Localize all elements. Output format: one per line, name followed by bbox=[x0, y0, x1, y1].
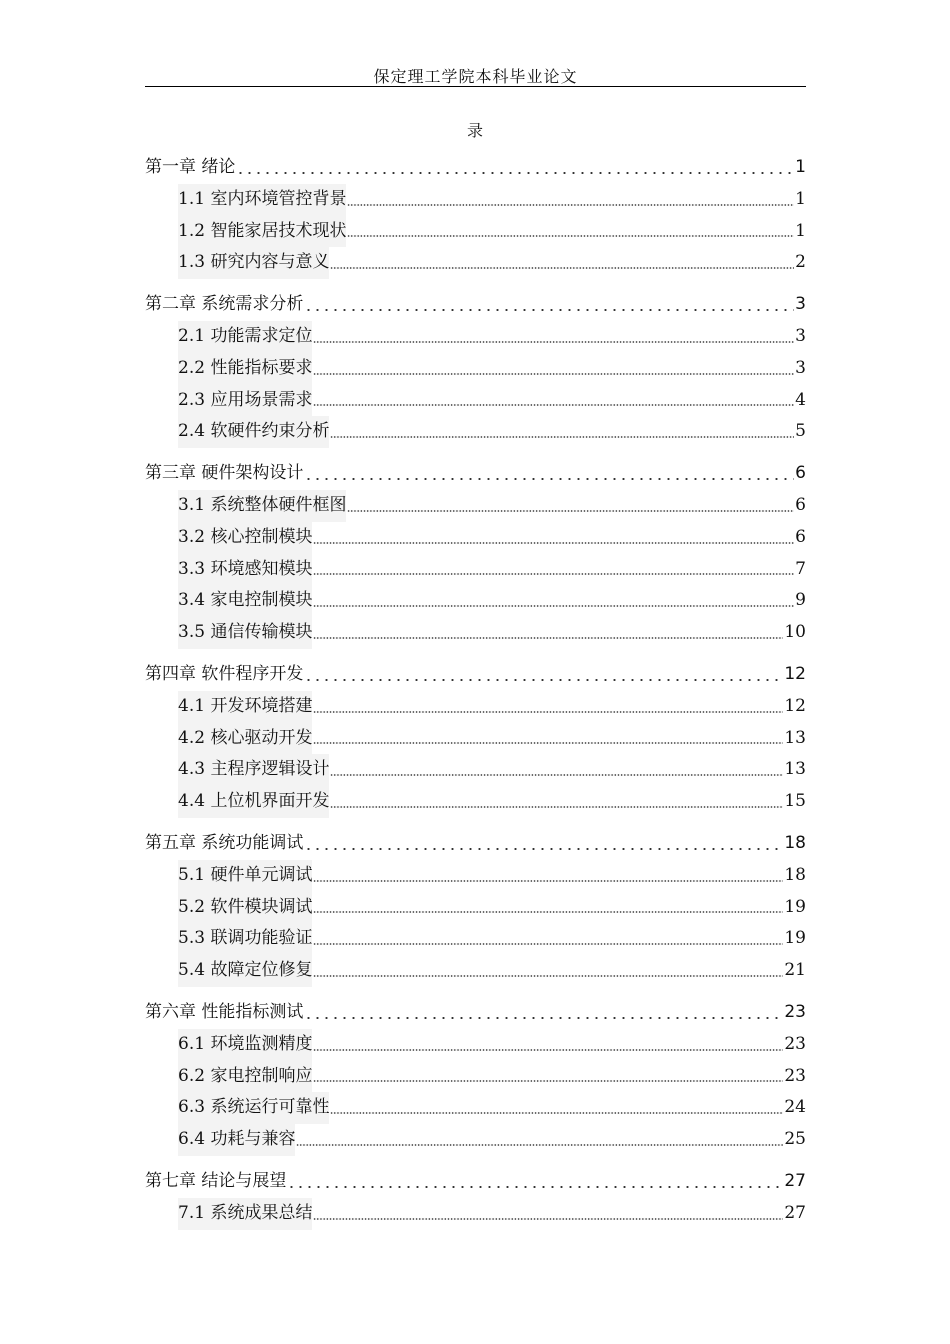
dot-leader bbox=[313, 605, 794, 607]
page-number: 25 bbox=[784, 1129, 806, 1150]
dot-leader bbox=[287, 1186, 783, 1188]
dot-leader bbox=[313, 742, 783, 744]
toc-chapter-entry[interactable] bbox=[145, 659, 806, 691]
section-title: 5.4 故障定位修复 bbox=[178, 955, 312, 987]
page-number: 13 bbox=[784, 759, 806, 780]
section-title: 3.4 家电控制模块 bbox=[178, 585, 312, 617]
dot-leader bbox=[330, 267, 794, 269]
dot-leader bbox=[313, 1049, 783, 1051]
dot-leader bbox=[313, 711, 783, 713]
page-number: 1 bbox=[795, 157, 806, 177]
chapter-title: 第三章 硬件架构设计 bbox=[145, 463, 304, 484]
toc-chapter-entry[interactable] bbox=[145, 289, 806, 321]
page-number: 3 bbox=[795, 357, 806, 378]
page-number: 27 bbox=[784, 1170, 806, 1191]
section-title: 3.2 核心控制模块 bbox=[178, 522, 312, 554]
dot-leader bbox=[330, 436, 794, 438]
toc-section-entry[interactable] bbox=[145, 1092, 806, 1124]
toc-section-entry[interactable] bbox=[145, 1029, 806, 1061]
dot-leader bbox=[330, 774, 783, 776]
toc-section-entry[interactable] bbox=[145, 754, 806, 786]
section-title: 1.1 室内环境管控背景 bbox=[178, 184, 346, 216]
section-title: 2.1 功能需求定位 bbox=[178, 321, 312, 353]
toc-section-entry[interactable] bbox=[145, 321, 806, 353]
section-title: 3.5 通信传输模块 bbox=[178, 617, 312, 649]
page-number: 19 bbox=[784, 928, 806, 949]
page-number: 12 bbox=[784, 695, 806, 716]
dot-leader bbox=[296, 1144, 783, 1146]
dot-leader bbox=[313, 573, 794, 575]
section-title: 4.4 上位机界面开发 bbox=[178, 786, 329, 818]
section-title: 3.3 环境感知模块 bbox=[178, 554, 312, 586]
dot-leader bbox=[313, 943, 783, 945]
dot-leader bbox=[304, 679, 783, 681]
dot-leader bbox=[236, 172, 794, 174]
page-number: 27 bbox=[784, 1202, 806, 1223]
dot-leader bbox=[313, 373, 794, 375]
toc-section-entry[interactable] bbox=[145, 1198, 806, 1230]
toc-section-entry[interactable] bbox=[145, 1124, 806, 1156]
dot-leader bbox=[313, 341, 794, 343]
toc-section-entry[interactable] bbox=[145, 353, 806, 385]
toc-section-entry[interactable] bbox=[145, 860, 806, 892]
page-header: 保定理工学院本科毕业论文 bbox=[373, 67, 578, 86]
section-title: 2.3 应用场景需求 bbox=[178, 385, 312, 417]
section-title: 4.2 核心驱动开发 bbox=[178, 723, 312, 755]
toc-section-entry[interactable] bbox=[145, 691, 806, 723]
section-title: 7.1 系统成果总结 bbox=[178, 1198, 312, 1230]
dot-leader bbox=[313, 404, 794, 406]
dot-leader bbox=[347, 235, 794, 237]
page-number: 7 bbox=[795, 558, 806, 579]
section-title: 1.2 智能家居技术现状 bbox=[178, 216, 346, 248]
dot-leader bbox=[347, 510, 794, 512]
page-number: 12 bbox=[784, 663, 806, 684]
page-number: 23 bbox=[784, 1001, 806, 1022]
page-number: 18 bbox=[784, 832, 806, 853]
header-divider bbox=[145, 86, 806, 87]
dot-leader bbox=[304, 478, 794, 480]
page-number: 23 bbox=[784, 1065, 806, 1086]
section-title: 2.2 性能指标要求 bbox=[178, 353, 312, 385]
dot-leader bbox=[304, 1017, 783, 1019]
dot-leader bbox=[313, 911, 783, 913]
page-number: 18 bbox=[784, 864, 806, 885]
dot-leader bbox=[313, 542, 794, 544]
toc-section-entry[interactable] bbox=[145, 786, 806, 818]
section-title: 4.1 开发环境搭建 bbox=[178, 691, 312, 723]
section-title: 3.1 系统整体硬件框图 bbox=[178, 490, 346, 522]
page-number: 2 bbox=[795, 252, 806, 273]
page-number: 1 bbox=[795, 220, 806, 241]
page-number: 15 bbox=[784, 791, 806, 812]
dot-leader bbox=[304, 309, 794, 311]
chapter-title: 第六章 性能指标测试 bbox=[145, 1001, 304, 1022]
chapter-title: 第四章 软件程序开发 bbox=[145, 663, 304, 684]
chapter-title: 第一章 绪论 bbox=[145, 157, 236, 177]
toc-section-entry[interactable] bbox=[145, 522, 806, 554]
toc-chapter-entry[interactable] bbox=[145, 997, 806, 1029]
toc-title: 录 bbox=[466, 121, 483, 140]
toc-section-entry[interactable] bbox=[145, 184, 806, 216]
dot-leader bbox=[313, 880, 783, 882]
toc-chapter-entry[interactable] bbox=[145, 458, 806, 490]
section-title: 1.3 研究内容与意义 bbox=[178, 247, 329, 279]
toc-section-entry[interactable] bbox=[145, 490, 806, 522]
toc-chapter-entry[interactable] bbox=[145, 1166, 806, 1198]
page-number: 3 bbox=[795, 325, 806, 346]
section-title: 5.1 硬件单元调试 bbox=[178, 860, 312, 892]
section-title: 6.2 家电控制响应 bbox=[178, 1061, 312, 1093]
dot-leader bbox=[313, 1218, 783, 1220]
toc-section-entry[interactable] bbox=[145, 1061, 806, 1093]
page-number: 3 bbox=[795, 294, 806, 315]
page-number: 24 bbox=[784, 1097, 806, 1118]
page-number: 10 bbox=[784, 622, 806, 643]
page-number: 9 bbox=[795, 590, 806, 611]
page-number: 6 bbox=[795, 526, 806, 547]
section-title: 6.4 功耗与兼容 bbox=[178, 1124, 295, 1156]
page-number: 4 bbox=[795, 389, 806, 410]
page-number: 19 bbox=[784, 896, 806, 917]
page-number: 21 bbox=[784, 960, 806, 981]
page-number: 23 bbox=[784, 1033, 806, 1054]
table-of-contents bbox=[145, 152, 806, 1230]
chapter-title: 第二章 系统需求分析 bbox=[145, 294, 304, 315]
section-title: 6.1 环境监测精度 bbox=[178, 1029, 312, 1061]
toc-chapter-entry[interactable] bbox=[145, 152, 806, 184]
section-title: 4.3 主程序逻辑设计 bbox=[178, 754, 329, 786]
dot-leader bbox=[313, 1080, 783, 1082]
dot-leader bbox=[330, 806, 783, 808]
dot-leader bbox=[304, 848, 783, 850]
page-number: 6 bbox=[795, 494, 806, 515]
toc-section-entry[interactable] bbox=[145, 554, 806, 586]
toc-section-entry[interactable] bbox=[145, 247, 806, 279]
toc-section-entry[interactable] bbox=[145, 955, 806, 987]
chapter-title: 第七章 结论与展望 bbox=[145, 1170, 287, 1191]
toc-section-entry[interactable] bbox=[145, 385, 806, 417]
dot-leader bbox=[313, 637, 783, 639]
page-number: 13 bbox=[784, 727, 806, 748]
dot-leader bbox=[330, 1112, 783, 1114]
toc-section-entry[interactable] bbox=[145, 585, 806, 617]
dot-leader bbox=[347, 204, 794, 206]
toc-chapter-entry[interactable] bbox=[145, 828, 806, 860]
section-title: 2.4 软硬件约束分析 bbox=[178, 416, 329, 448]
toc-section-entry[interactable] bbox=[145, 892, 806, 924]
toc-section-entry[interactable] bbox=[145, 416, 806, 448]
dot-leader bbox=[313, 975, 783, 977]
page-number: 6 bbox=[795, 463, 806, 484]
toc-section-entry[interactable] bbox=[145, 923, 806, 955]
chapter-title: 第五章 系统功能调试 bbox=[145, 832, 304, 853]
page-number: 5 bbox=[795, 421, 806, 442]
toc-section-entry[interactable] bbox=[145, 723, 806, 755]
section-title: 5.3 联调功能验证 bbox=[178, 923, 312, 955]
toc-section-entry[interactable] bbox=[145, 216, 806, 248]
section-title: 6.3 系统运行可靠性 bbox=[178, 1092, 329, 1124]
page-number: 1 bbox=[795, 188, 806, 209]
toc-section-entry[interactable] bbox=[145, 617, 806, 649]
section-title: 5.2 软件模块调试 bbox=[178, 892, 312, 924]
